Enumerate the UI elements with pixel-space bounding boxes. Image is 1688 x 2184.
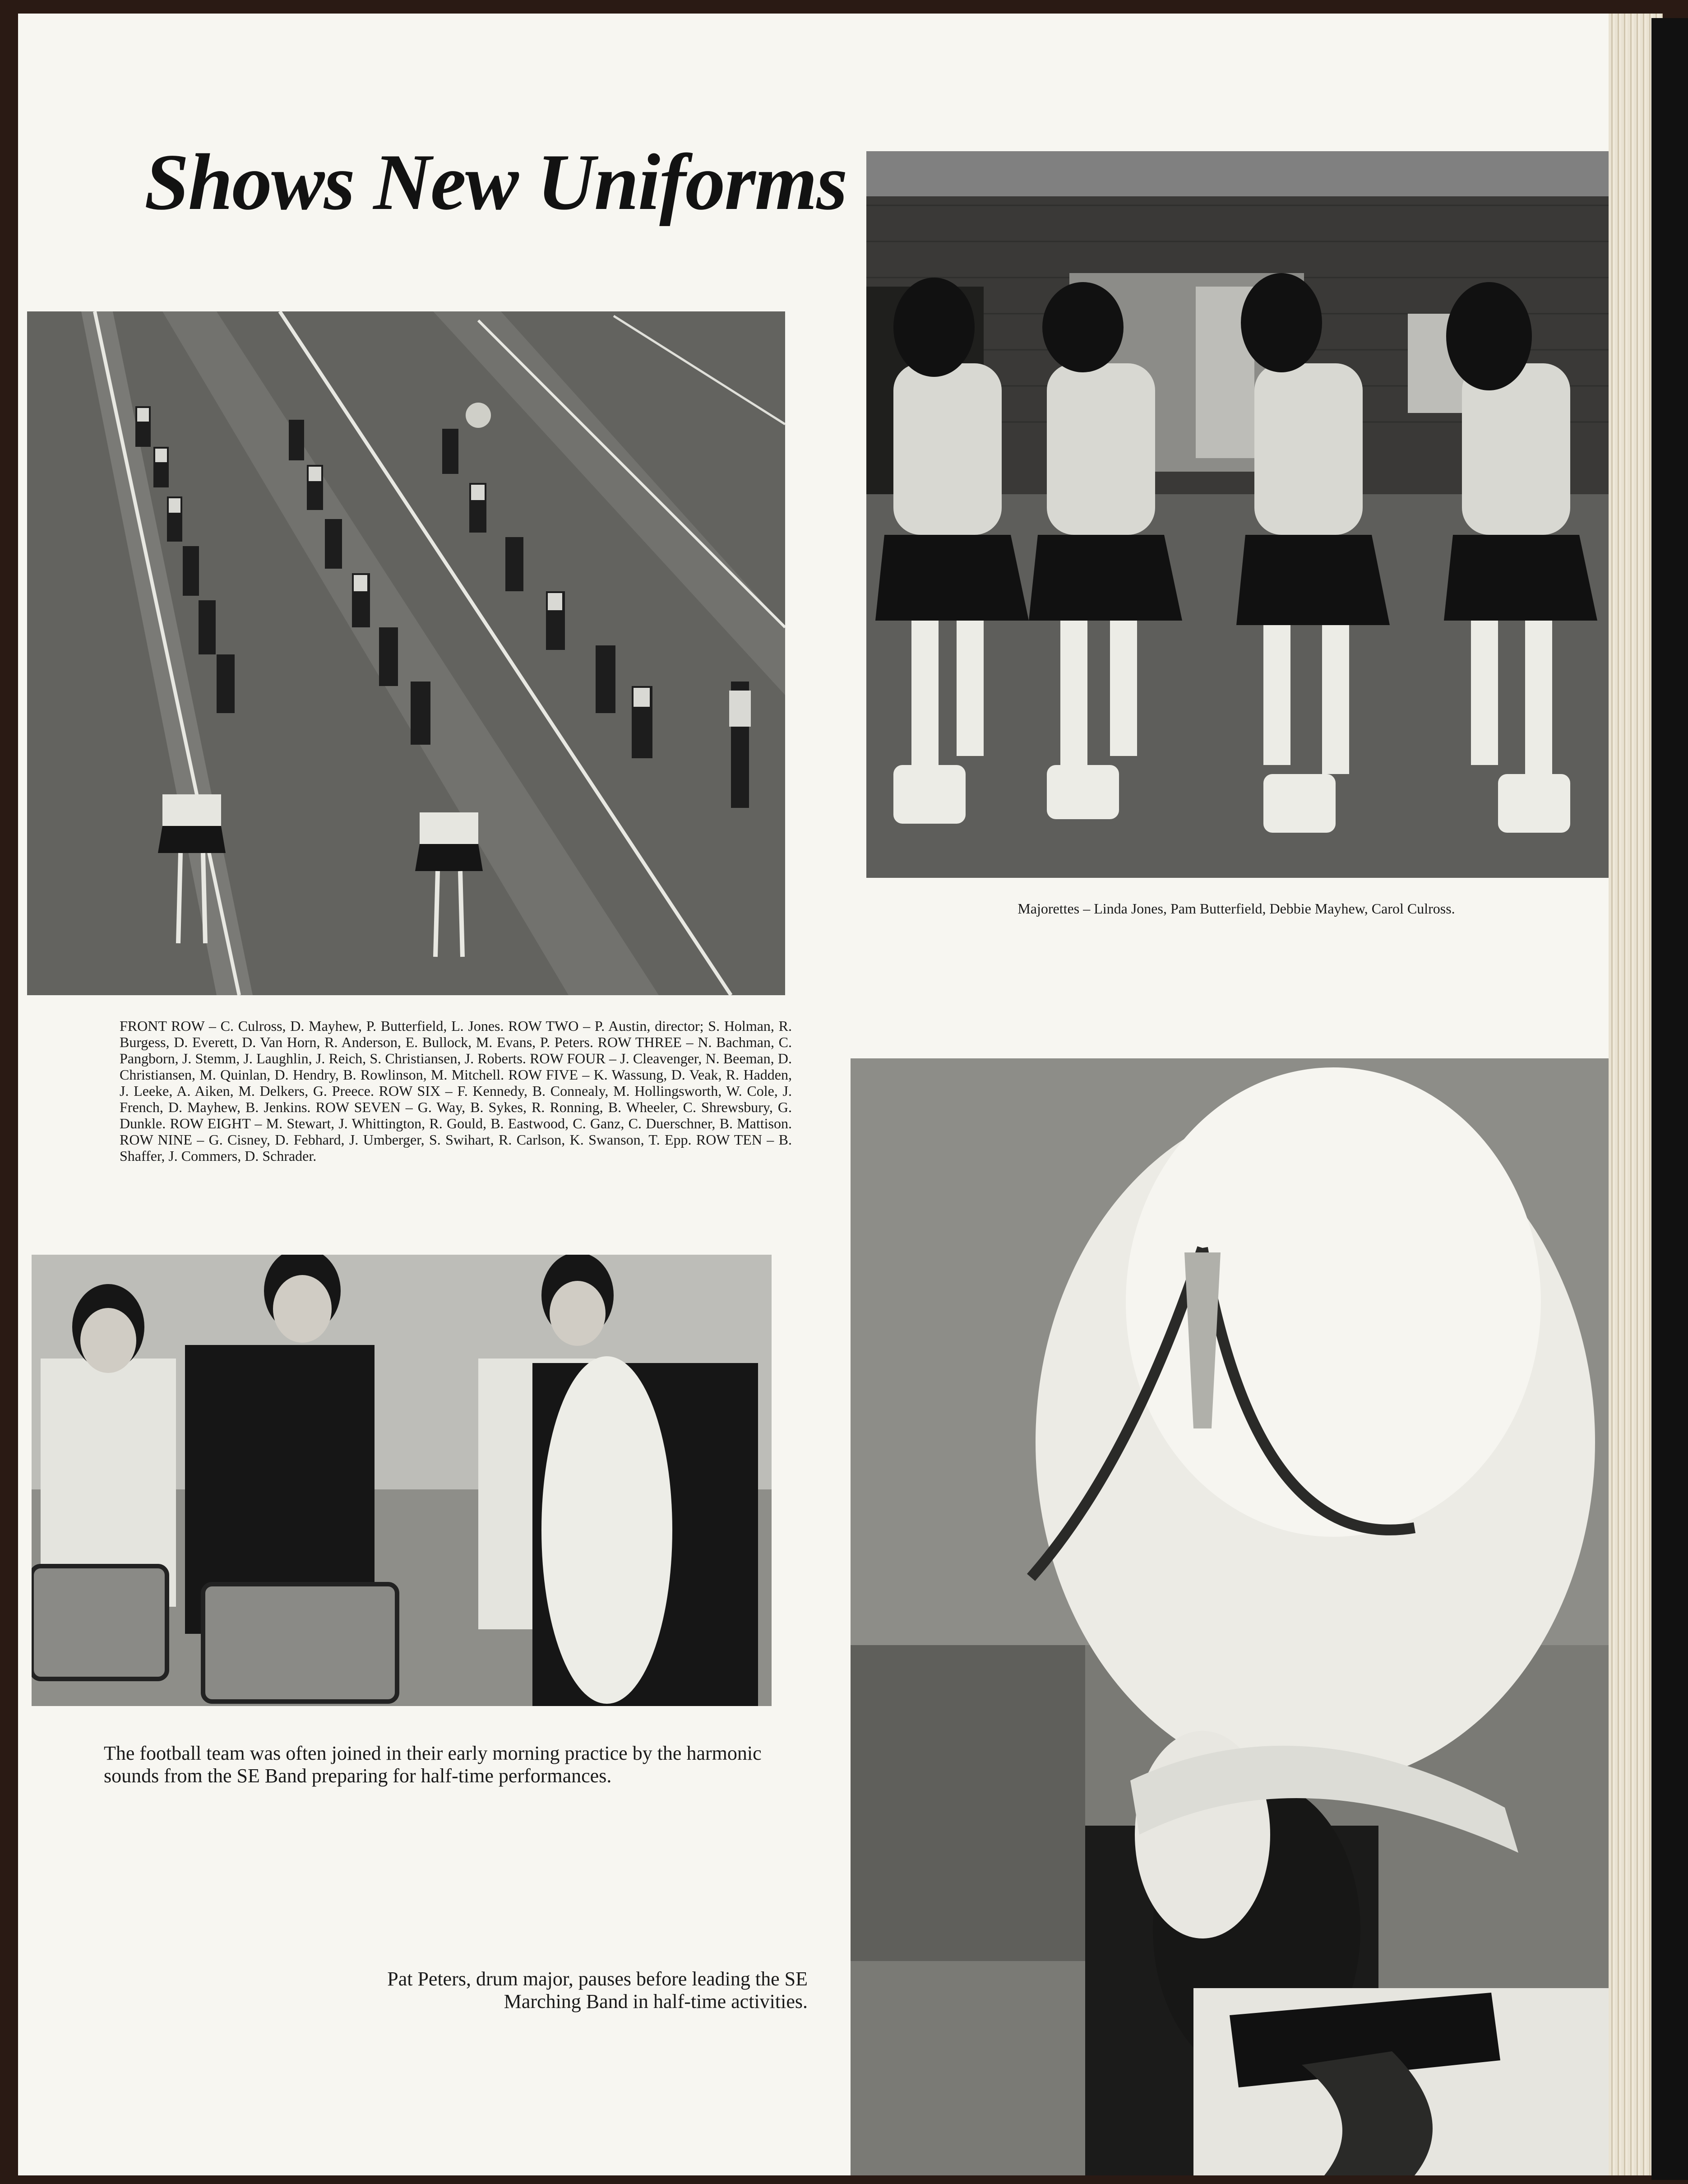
band-roster-caption: FRONT ROW – C. Culross, D. Mayhew, P. Butterfield, L. Jones. ROW TWO – P. Austin, director; S. Holman, R. Burgess, D. Everett, D. Van Horn, R. Anderson, E. Bullock, M. Evans, P. Peters. ROW THREE – N. Bachman, C. Pangborn, J. Stemm, J. Laughlin, J. Reich, S. Christiansen, J. Roberts. ROW FOUR – J. Cleavenger, N. Beeman, D. Christiansen, M. Quinlan, D. Hendry, B. Rowlinson, M. Mitchell. ROW FIVE – K. Wassung, D. Veak, R. Hadden, J. Leeke, A. Aiken, M. Delkers, G. Preece. ROW SIX – F. Kennedy, B. Connealy, M. Hollingsworth, W. Cole, J. French, D. Mayhew, B. Jenkins. ROW SEVEN – G. Way, B. Sykes, R. Ronning, B. Wheeler, C. Shrewsbury, G. Dunkle. ROW EIGHT – M. Stewart, J. Whittington, R. Gould, B. Eastwood, C. Ganz, C. Duerschner, B. Mattison. ROW NINE – G. Cisney, D. Febhard, J. Umberger, S. Swihart, R. Carlson, K. Swanson, T. Epp. ROW TEN – B. Shaffer, J. Commers, D. Schrader.	[120, 1018, 792, 1164]
drum-major-caption: Pat Peters, drum major, pauses before leading the SE Marching Band in half-time activities.	[387, 1968, 808, 2012]
drum-line-caption: The football team was often joined in their early morning practice by the harmonic sounds from the SE Band preparing for half-time performances.	[104, 1742, 762, 1787]
drum-line-photo	[32, 1255, 772, 1706]
majorettes-caption: Majorettes – Linda Jones, Pam Butterfield, Debbie Mayhew, Carol Culross.	[1017, 900, 1455, 917]
majorettes-photo	[866, 151, 1615, 878]
page-title: Shows New Uniforms	[144, 137, 847, 227]
yearbook-page	[18, 14, 1633, 2175]
band-field-photo	[27, 311, 785, 995]
book-binding	[1651, 18, 1688, 2180]
drum-major-photo	[851, 1058, 1615, 2175]
